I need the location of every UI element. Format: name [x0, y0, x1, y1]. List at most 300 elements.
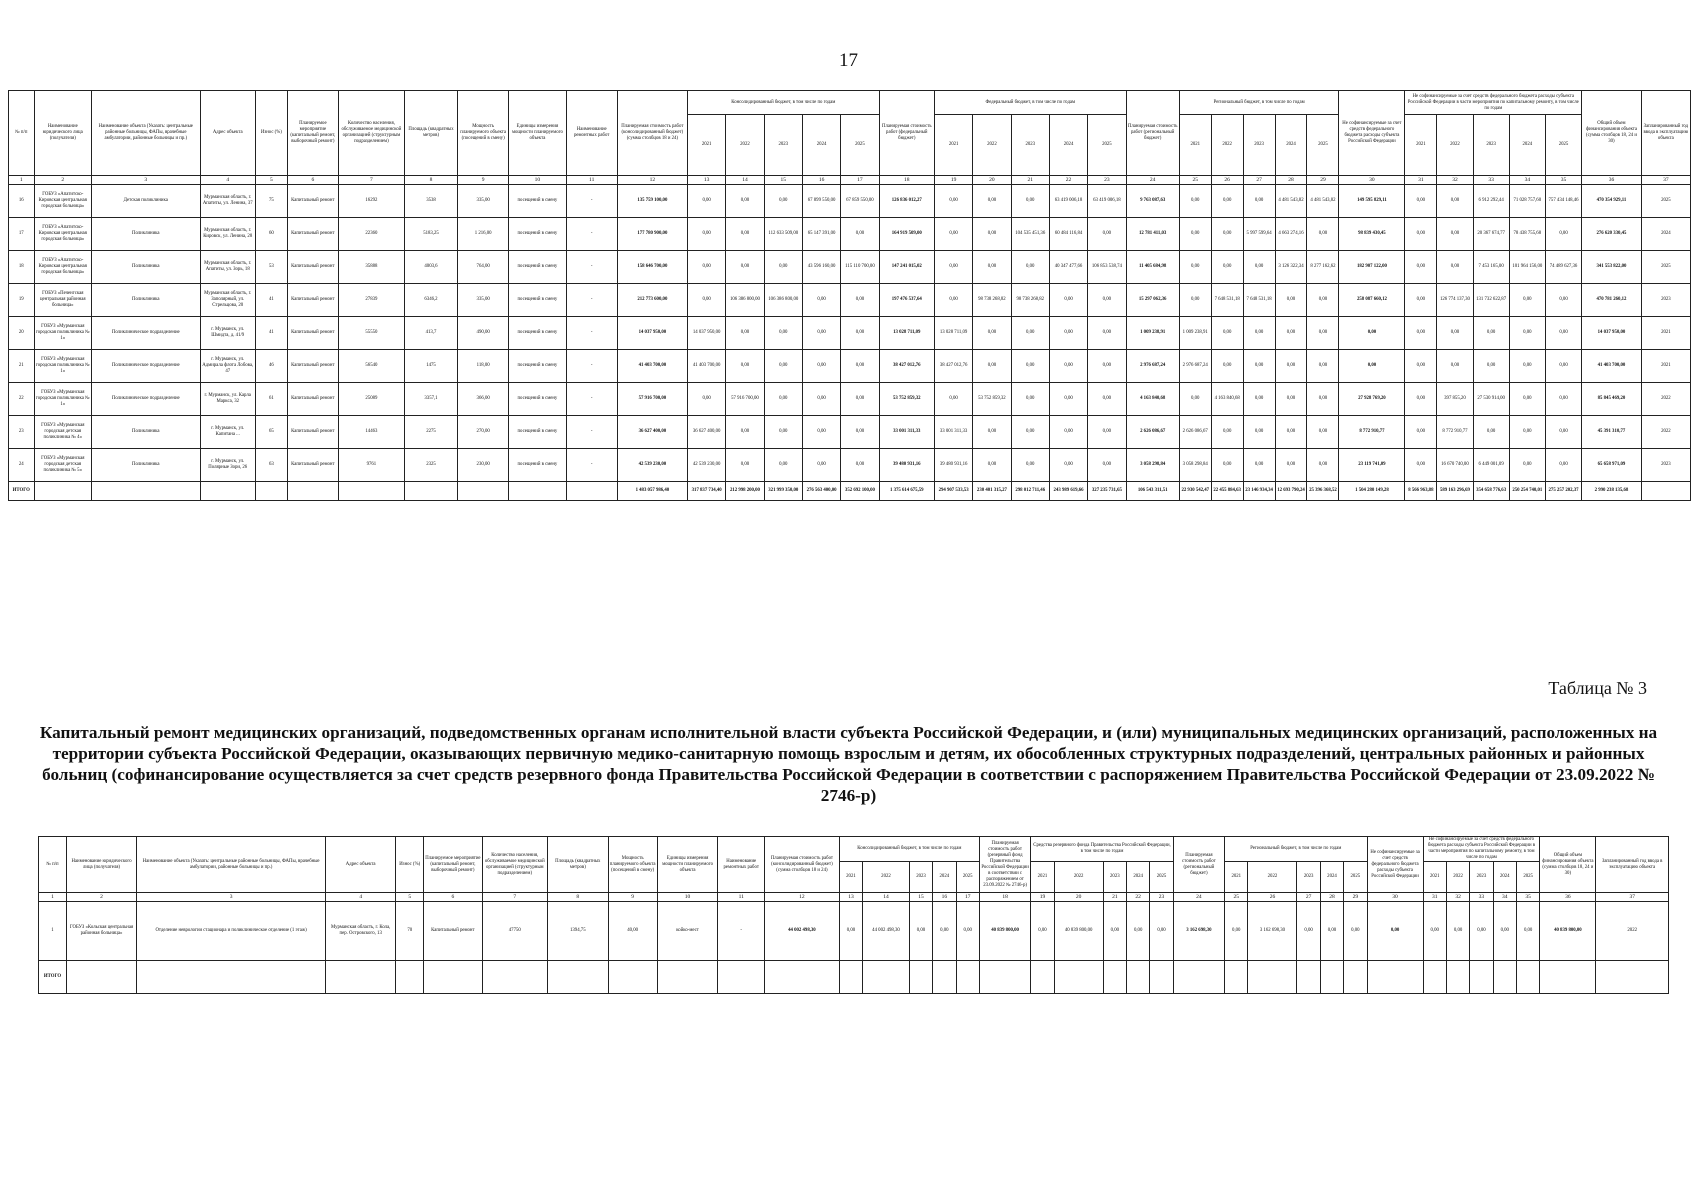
table-row — [9, 284, 1691, 317]
table-cell: 0,00 — [841, 218, 879, 251]
total-cell — [1446, 961, 1469, 994]
table-cell: 0,00 — [1031, 902, 1054, 961]
table-cell: 126 774 137,30 — [1437, 284, 1473, 317]
table-cell: 13 028 711,09 — [879, 317, 934, 350]
column-number: 22 — [1049, 176, 1087, 185]
table-cell: 112 633 509,00 — [764, 218, 802, 251]
table-cell: 3 126 322,34 — [1275, 251, 1307, 284]
table-cell: 0,00 — [1088, 383, 1126, 416]
table-cell: 2022 — [1641, 416, 1690, 449]
table-cell: ГОБУЗ «Мурманская городская поликлиника № 1» — [34, 383, 91, 416]
table-cell: 13 028 711,09 — [934, 317, 972, 350]
table-cell: 57 916 700,00 — [726, 383, 764, 416]
table-cell: посещений в смену — [509, 317, 566, 350]
group-header: Региональный бюджет, в том числе по годам — [1225, 837, 1367, 862]
table-cell: 4 163 840,68 — [1211, 383, 1243, 416]
column-number: 18 — [879, 176, 934, 185]
table-cell: 1 216,00 — [458, 218, 509, 251]
table-cell: 0,00 — [1275, 416, 1307, 449]
year-header: 2021 — [839, 862, 862, 893]
table-cell: 12 781 411,03 — [1126, 218, 1179, 251]
table-cell: 0,00 — [1211, 416, 1243, 449]
table-cell: 0,00 — [726, 185, 764, 218]
financing-table-3 — [38, 836, 1669, 994]
table-cell: 6 912 292,44 — [1473, 185, 1509, 218]
table-cell: 0,00 — [1320, 902, 1343, 961]
table-cell: 0,00 — [687, 284, 725, 317]
table-cell: 0,00 — [1011, 449, 1049, 482]
total-cell — [404, 482, 457, 501]
table-cell: 2 976 687,24 — [1179, 350, 1211, 383]
table-cell: 0,00 — [839, 902, 862, 961]
column-numbers-row — [39, 893, 1669, 902]
table-cell: 53 752 859,32 — [973, 383, 1011, 416]
table-cell: 7 453 165,00 — [1473, 251, 1509, 284]
total-cell — [718, 961, 765, 994]
total-cell — [34, 482, 91, 501]
table-cell: 41 — [255, 317, 287, 350]
column-number: 17 — [956, 893, 979, 902]
year-header: 2021 — [687, 115, 725, 176]
table-cell: ГОБУЗ «Печенгская центральная районная больница» — [34, 284, 91, 317]
table-cell: 0,00 — [802, 350, 840, 383]
table-cell: Мурманская область, г. Апатиты, ул. Ленина, 37 — [200, 185, 255, 218]
table-cell: 40 839 800,00 — [979, 902, 1030, 961]
year-header: 2021 — [1031, 862, 1054, 893]
table-cell: 0,00 — [1011, 185, 1049, 218]
table-cell: 2024 — [1641, 218, 1690, 251]
table-cell: Поликлиника — [92, 449, 201, 482]
year-header: 2025 — [1545, 115, 1581, 176]
table-cell: 106 386 800,00 — [726, 284, 764, 317]
table-cell: 0,00 — [1307, 383, 1339, 416]
year-header: 2025 — [1150, 862, 1173, 893]
total-cell — [547, 961, 608, 994]
table-cell: 149 595 829,11 — [1339, 185, 1405, 218]
column-header: Планируемая стоимость работ (региональный бюджет) — [1126, 91, 1179, 176]
table-cell: 9761 — [338, 449, 404, 482]
total-cell: 1 504 280 149,28 — [1339, 482, 1405, 501]
table-cell: 164 919 509,00 — [879, 218, 934, 251]
total-cell: 243 989 619,66 — [1049, 482, 1087, 501]
table-cell: 106 386 800,00 — [764, 284, 802, 317]
year-header: 2024 — [1275, 115, 1307, 176]
column-number: 36 — [1582, 176, 1642, 185]
table-cell: 0,00 — [841, 284, 879, 317]
column-header: Планируемая стоимость работ (консолидированный бюджет) (сумма столбцов 18 и 24) — [765, 837, 840, 893]
total-cell — [396, 961, 424, 994]
table-cell: 182 907 122,00 — [1339, 251, 1405, 284]
table-cell: 3 162 698,30 — [1173, 902, 1224, 961]
table-row — [9, 383, 1691, 416]
table-cell: 0,00 — [1275, 350, 1307, 383]
column-number: 25 — [1225, 893, 1248, 902]
table-cell: 106 853 538,74 — [1088, 251, 1126, 284]
table-cell: 14 037 950,00 — [687, 317, 725, 350]
table-cell: 0,00 — [1545, 383, 1581, 416]
table-cell: 0,00 — [1509, 284, 1545, 317]
table-cell: 4 481 543,82 — [1307, 185, 1339, 218]
column-number: 22 — [1126, 893, 1149, 902]
year-header: 2024 — [1126, 862, 1149, 893]
table-cell: г. Мурманск, ул. Карла Маркса, 32 — [200, 383, 255, 416]
table-cell: 27 928 769,20 — [1339, 383, 1405, 416]
table-cell: 23 119 741,09 — [1339, 449, 1405, 482]
total-cell: 352 692 100,00 — [841, 482, 879, 501]
table-cell: 74 489 627,36 — [1545, 251, 1581, 284]
table-cell: Поликлиника — [92, 416, 201, 449]
table-cell: посещений в смену — [509, 218, 566, 251]
group-header: Региональный бюджет, в том числе по годам — [1179, 91, 1339, 115]
table-cell: 1394,75 — [547, 902, 608, 961]
total-cell — [608, 961, 657, 994]
column-number: 23 — [1088, 176, 1126, 185]
table-cell: 2025 — [1641, 185, 1690, 218]
column-number: 20 — [1054, 893, 1103, 902]
column-header: Планируемое мероприятие (капитальный ремонт, выборочный ремонт) — [287, 91, 338, 176]
table-cell: 135 759 100,00 — [617, 185, 687, 218]
table-label: Таблица № 3 — [1548, 678, 1647, 698]
column-number: 13 — [687, 176, 725, 185]
total-cell: 23 146 934,34 — [1243, 482, 1275, 501]
column-number: 8 — [404, 176, 457, 185]
table-cell: Отделение неврологии стационара и поликлиническое отделение (1 этаж) — [137, 902, 326, 961]
table-cell: 0,00 — [1367, 902, 1423, 961]
table-cell: 0,00 — [764, 185, 802, 218]
column-number: 10 — [509, 176, 566, 185]
table-cell: 22360 — [338, 218, 404, 251]
column-number: 28 — [1320, 893, 1343, 902]
column-number: 33 — [1473, 176, 1509, 185]
table-cell: 0,00 — [1545, 218, 1581, 251]
total-cell — [1297, 961, 1320, 994]
table-cell: 0,00 — [1307, 416, 1339, 449]
table-cell: 0,00 — [1011, 251, 1049, 284]
year-header: 2021 — [1405, 115, 1437, 176]
table-cell: 63 — [255, 449, 287, 482]
table-cell: Поликлиника — [92, 218, 201, 251]
total-cell — [1641, 482, 1690, 501]
column-number: 7 — [338, 176, 404, 185]
year-header: 2022 — [726, 115, 764, 176]
table-cell: 0,00 — [1243, 251, 1275, 284]
table-cell: 0,00 — [1437, 251, 1473, 284]
table-cell: 0,00 — [1509, 350, 1545, 383]
group-header: Не софинансируемые за счет средств федерального бюджета расходы субъекта Российской Федерации в части мероприятия по капитальному ремонту, в том числе по годам — [1405, 91, 1582, 115]
table-cell: 0,00 — [1049, 284, 1087, 317]
table-cell: 0,00 — [1405, 317, 1437, 350]
table-cell: 0,00 — [1179, 185, 1211, 218]
column-number: 26 — [1211, 176, 1243, 185]
table-cell: - — [566, 317, 617, 350]
table-cell: 0,00 — [1243, 350, 1275, 383]
column-number: 13 — [839, 893, 862, 902]
table-cell: 3 162 698,30 — [1248, 902, 1297, 961]
column-number: 2 — [34, 176, 91, 185]
total-cell: 12 693 790,24 — [1275, 482, 1307, 501]
table-cell: 0,00 — [1493, 902, 1516, 961]
table-cell: 126 836 012,27 — [879, 185, 934, 218]
table-cell: Мурманская область, г. Кировск, ул. Ленина, 28 — [200, 218, 255, 251]
column-number: 31 — [1423, 893, 1446, 902]
table-cell: 335,00 — [458, 284, 509, 317]
column-numbers-row — [9, 176, 1691, 185]
table-cell: 0,00 — [1211, 317, 1243, 350]
table-cell: Капитальный ремонт — [287, 416, 338, 449]
table-cell: 0,00 — [973, 218, 1011, 251]
table-cell: - — [566, 416, 617, 449]
column-number: 4 — [326, 893, 396, 902]
table-cell: 0,00 — [1179, 383, 1211, 416]
table-cell: 38 427 012,76 — [879, 350, 934, 383]
year-header: 2024 — [1493, 862, 1516, 893]
table-cell: посещений в смену — [509, 185, 566, 218]
table-cell: 366,00 — [458, 383, 509, 416]
table-cell: 2 626 086,67 — [1179, 416, 1211, 449]
column-number: 6 — [424, 893, 482, 902]
column-number: 37 — [1596, 893, 1669, 902]
table-cell: 17 — [9, 218, 35, 251]
table-cell: 43 596 160,00 — [802, 251, 840, 284]
year-header: 2023 — [1473, 115, 1509, 176]
table-cell: 0,00 — [1509, 383, 1545, 416]
table-cell: 8 772 910,77 — [1339, 416, 1405, 449]
table-cell: 2022 — [1596, 902, 1669, 961]
table-cell: 0,00 — [764, 416, 802, 449]
table-cell: 2023 — [1641, 284, 1690, 317]
table-cell: 0,00 — [1405, 251, 1437, 284]
total-cell: 1 483 057 986,40 — [617, 482, 687, 501]
table-cell: 65 658 971,09 — [1582, 449, 1642, 482]
table-cell: 21 — [9, 350, 35, 383]
table-cell: 0,00 — [973, 251, 1011, 284]
table-cell: 41 403 700,00 — [617, 350, 687, 383]
table-cell: 71 028 757,60 — [1509, 185, 1545, 218]
table-cell: 0,00 — [1339, 350, 1405, 383]
table-cell: 0,00 — [1088, 317, 1126, 350]
table-cell: 101 964 156,00 — [1509, 251, 1545, 284]
table-cell: 0,00 — [1088, 218, 1126, 251]
column-number: 5 — [396, 893, 424, 902]
year-header: 2024 — [802, 115, 840, 176]
table-cell: 40 839 800,00 — [1054, 902, 1103, 961]
table-cell: 0,00 — [1307, 284, 1339, 317]
table-cell: Детская поликлиника — [92, 185, 201, 218]
year-header: 2021 — [1179, 115, 1211, 176]
table-cell: 65 147 391,00 — [802, 218, 840, 251]
table-cell: 0,00 — [726, 317, 764, 350]
table-cell: 20 — [9, 317, 35, 350]
total-cell — [1540, 961, 1596, 994]
table-cell: ГОБУЗ «Мурманская городская детская поликлиника № 4» — [34, 416, 91, 449]
table-cell: г. Мурманск, ул. Шмидта, д. 41/9 — [200, 317, 255, 350]
table-cell: посещений в смену — [509, 350, 566, 383]
table-cell: 0,00 — [726, 350, 764, 383]
table-cell: 0,00 — [1275, 317, 1307, 350]
column-number: 20 — [973, 176, 1011, 185]
table-cell: 7 648 531,18 — [1211, 284, 1243, 317]
table-cell: ГОБУЗ «Мурманская городская детская поликлиника № 5» — [34, 449, 91, 482]
table-cell: 14463 — [338, 416, 404, 449]
table-cell: 24 — [9, 449, 35, 482]
table-cell: 0,00 — [764, 317, 802, 350]
column-number: 21 — [1011, 176, 1049, 185]
table-cell: 0,00 — [841, 383, 879, 416]
column-number: 29 — [1307, 176, 1339, 185]
table-cell: 0,00 — [1011, 383, 1049, 416]
table-cell: ГОБУЗ «Апатитско-Кировская центральная городская больница» — [34, 251, 91, 284]
group-header: Консолидированный бюджет, в том числе по годам — [687, 91, 879, 115]
table-cell: 0,00 — [1011, 416, 1049, 449]
total-cell — [1596, 961, 1669, 994]
table-cell: 2023 — [1641, 449, 1690, 482]
total-cell — [137, 961, 326, 994]
column-number: 23 — [1150, 893, 1173, 902]
total-cell: 25 396 368,52 — [1307, 482, 1339, 501]
table-cell: 0,00 — [1405, 416, 1437, 449]
table-cell: Капитальный ремонт — [287, 350, 338, 383]
table-cell: 757 434 148,46 — [1545, 185, 1581, 218]
table-cell: 40 839 800,00 — [1540, 902, 1596, 961]
table-cell: 0,00 — [1275, 284, 1307, 317]
table-cell: 0,00 — [1049, 416, 1087, 449]
table-cell: - — [566, 383, 617, 416]
table-cell: 276 620 330,45 — [1582, 218, 1642, 251]
year-header: 2022 — [973, 115, 1011, 176]
total-cell — [1173, 961, 1224, 994]
table-cell: 67 859 550,00 — [841, 185, 879, 218]
column-number: 16 — [933, 893, 956, 902]
total-cell — [839, 961, 862, 994]
table-cell: 0,00 — [1509, 317, 1545, 350]
column-header: Общий объем финансирования объекта (сумма столбцов 18, 24 и 30) — [1540, 837, 1596, 893]
table-row — [9, 251, 1691, 284]
table-cell: 42 539 230,00 — [617, 449, 687, 482]
table-cell: 11 405 684,98 — [1126, 251, 1179, 284]
table-cell: 0,00 — [726, 251, 764, 284]
total-cell — [92, 482, 201, 501]
total-cell — [255, 482, 287, 501]
table-cell: 45 391 310,77 — [1582, 416, 1642, 449]
table-cell: 1 009 238,91 — [1179, 317, 1211, 350]
table-cell: 2022 — [1641, 383, 1690, 416]
table-cell: посещений в смену — [509, 383, 566, 416]
column-number: 10 — [657, 893, 718, 902]
table-cell: 3 058 298,84 — [1126, 449, 1179, 482]
table-cell: 27 530 914,00 — [1473, 383, 1509, 416]
table-cell: 0,00 — [934, 383, 972, 416]
total-cell: 22 930 542,47 — [1179, 482, 1211, 501]
table-cell: 0,00 — [1011, 350, 1049, 383]
total-row — [39, 961, 1669, 994]
table-cell: 0,00 — [1344, 902, 1367, 961]
column-header: Количество населения, обслуживаемое медицинской организацией (структурным подразделением) — [338, 91, 404, 176]
column-number: 12 — [765, 893, 840, 902]
total-cell: 276 563 400,00 — [802, 482, 840, 501]
table-cell: 0,00 — [1437, 218, 1473, 251]
table-cell: 44 002 498,30 — [863, 902, 910, 961]
table-cell: 1 009 238,91 — [1126, 317, 1179, 350]
table-cell: 0,00 — [1405, 350, 1437, 383]
table-cell: 57 916 700,00 — [617, 383, 687, 416]
table-cell: 41 403 700,00 — [1582, 350, 1642, 383]
table-cell: 53 752 859,32 — [879, 383, 934, 416]
table-cell: 0,00 — [1545, 416, 1581, 449]
column-number: 36 — [1540, 893, 1596, 902]
table-cell: 0,00 — [802, 449, 840, 482]
total-cell — [458, 482, 509, 501]
table-cell: 0,00 — [687, 251, 725, 284]
year-header: 2022 — [1446, 862, 1469, 893]
table-cell: - — [566, 284, 617, 317]
table-cell: - — [566, 185, 617, 218]
table-cell: 36 627 400,00 — [617, 416, 687, 449]
table-cell: Поликлиническое подразделение — [92, 383, 201, 416]
table-cell: 0,00 — [1275, 449, 1307, 482]
table-cell: 104 535 451,36 — [1011, 218, 1049, 251]
table-cell: 0,00 — [1339, 317, 1405, 350]
table-cell: 0,00 — [1103, 902, 1126, 961]
year-header: 2022 — [863, 862, 910, 893]
table-cell: 0,00 — [802, 284, 840, 317]
table-cell: 2021 — [1641, 317, 1690, 350]
table-cell: 55550 — [338, 317, 404, 350]
table-cell: 2025 — [1641, 251, 1690, 284]
year-header: 2025 — [1088, 115, 1126, 176]
year-header: 2023 — [1011, 115, 1049, 176]
table-cell: 0,00 — [1179, 284, 1211, 317]
table-cell: г. Мурманск, ул. Адмирала флота Лобова, 47 — [200, 350, 255, 383]
column-number: 15 — [909, 893, 932, 902]
table-cell: 764,00 — [458, 251, 509, 284]
table-cell: 70 — [396, 902, 424, 961]
table-row — [9, 218, 1691, 251]
table-cell: 397 855,20 — [1437, 383, 1473, 416]
table-cell: 2325 — [404, 449, 457, 482]
total-cell — [1320, 961, 1343, 994]
total-cell — [657, 961, 718, 994]
total-cell — [1493, 961, 1516, 994]
table-cell: 0,00 — [1049, 350, 1087, 383]
total-cell — [1150, 961, 1173, 994]
total-cell: ИТОГО — [39, 961, 67, 994]
table-cell: 40 347 477,66 — [1049, 251, 1087, 284]
table-cell: 98 738 268,82 — [1011, 284, 1049, 317]
column-number: 9 — [608, 893, 657, 902]
group-header: Федеральный бюджет, в том числе по годам — [934, 91, 1126, 115]
table-cell: 0,00 — [1088, 350, 1126, 383]
total-cell: 317 837 734,40 — [687, 482, 725, 501]
table-cell: 3538 — [404, 185, 457, 218]
table-cell: 0,00 — [1243, 317, 1275, 350]
column-number: 37 — [1641, 176, 1690, 185]
column-number: 24 — [1173, 893, 1224, 902]
table-cell: 4 663 274,16 — [1275, 218, 1307, 251]
table-cell: 27839 — [338, 284, 404, 317]
column-header: Наименование ремонтных работ — [566, 91, 617, 176]
column-number: 30 — [1367, 893, 1423, 902]
table-cell: посещений в смену — [509, 251, 566, 284]
table-cell: 4003,6 — [404, 251, 457, 284]
year-header: 2021 — [1423, 862, 1446, 893]
table-cell: 5 997 599,64 — [1243, 218, 1275, 251]
table-cell: 39 480 931,16 — [934, 449, 972, 482]
table-cell: 15 297 062,36 — [1126, 284, 1179, 317]
year-header: 2023 — [764, 115, 802, 176]
table-cell: Капитальный ремонт — [287, 383, 338, 416]
column-number: 3 — [137, 893, 326, 902]
table-cell: 33 001 311,33 — [879, 416, 934, 449]
